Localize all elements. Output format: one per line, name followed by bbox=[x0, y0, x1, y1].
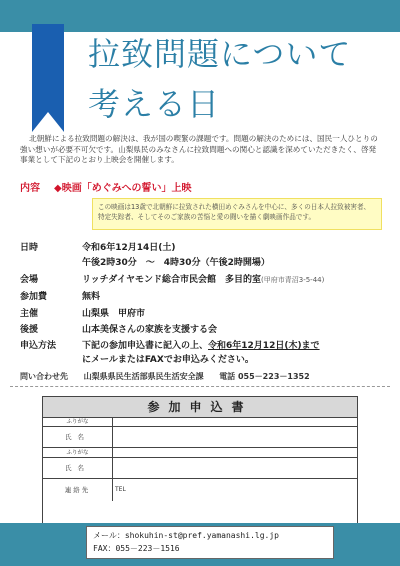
contact-field-row bbox=[43, 479, 357, 501]
contact-label: 問い合わせ先 bbox=[20, 372, 68, 381]
submit-fax: FAX：055－223－1516 bbox=[93, 544, 180, 553]
contents-row bbox=[20, 182, 382, 195]
title-line-2: 考える日 bbox=[88, 85, 221, 123]
support-row bbox=[20, 324, 217, 336]
name-row-1 bbox=[43, 427, 357, 448]
furigana-label-1: ふりがな bbox=[43, 417, 113, 426]
name-label-1: 氏名 bbox=[43, 427, 113, 447]
venue-address: (甲府市青沼3-5-44) bbox=[261, 276, 325, 284]
apply-deadline: 令和6年12月12日(木)まで bbox=[208, 341, 320, 351]
contact-tel-label: 電話 bbox=[219, 372, 236, 381]
date-value: 令和6年12月14日(土) bbox=[82, 243, 176, 253]
furigana-row-2 bbox=[43, 448, 357, 458]
support-label: 後援 bbox=[20, 325, 39, 335]
name-label-2: 氏名 bbox=[43, 458, 113, 478]
support-value: 山本美保さんの家族を支援する会 bbox=[82, 325, 218, 335]
apply-row-2 bbox=[82, 354, 254, 366]
title-line-1: 拉致問題について bbox=[88, 35, 352, 73]
date-row bbox=[20, 242, 176, 254]
contents-label: 内容 bbox=[20, 183, 40, 194]
venue-label: 会場 bbox=[20, 275, 39, 285]
fee-label: 参加費 bbox=[20, 292, 48, 302]
submit-email[interactable]: メール：shokuhin-st@pref.yamanashi.lg.jp bbox=[93, 531, 279, 540]
furigana-row-1 bbox=[43, 417, 357, 427]
contact-org: 山梨県県民生活部県民生活安全課 bbox=[83, 372, 204, 381]
apply-label: 申込方法 bbox=[20, 341, 57, 351]
organizer-value: 山梨県 甲府市 bbox=[82, 309, 146, 319]
fee-row bbox=[20, 291, 100, 303]
submission-box bbox=[86, 526, 334, 559]
contact-row bbox=[20, 371, 382, 382]
tel-prefix[interactable]: TEL bbox=[115, 486, 126, 493]
cut-line bbox=[10, 386, 390, 387]
time-row bbox=[82, 257, 270, 269]
ribbon-bookmark-icon bbox=[32, 24, 64, 132]
date-label: 日時 bbox=[20, 243, 39, 253]
apply-value-b: にメールまたはFAXでお申込みください。 bbox=[82, 355, 254, 365]
time-value: 午後2時30分 ～ 4時30分（午後2時開場） bbox=[82, 258, 270, 268]
form-title: 参加申込書 bbox=[43, 397, 357, 418]
contents-value: ◆映画「めぐみへの誓い」上映 bbox=[54, 183, 192, 194]
name-row-2 bbox=[43, 458, 357, 479]
organizer-label: 主催 bbox=[20, 309, 39, 319]
film-description-box: この映画は13歳で北朝鮮に拉致された横田めぐみさんを中心に、多くの日本人拉致被害者、特定失踪者、そしてそのご家族の苦悩と愛の闘いを描く劇映画作品です。 bbox=[92, 198, 382, 230]
apply-value-a: 下記の参加申込書に記入の上、 bbox=[82, 341, 209, 351]
venue-row bbox=[20, 274, 324, 286]
furigana-label-2: ふりがな bbox=[43, 448, 113, 457]
contact-field-label: 連絡先 bbox=[43, 479, 113, 501]
fee-value: 無料 bbox=[82, 292, 101, 302]
apply-row bbox=[20, 340, 320, 352]
organizer-row bbox=[20, 308, 145, 320]
contact-tel: 055－223－1352 bbox=[237, 372, 310, 381]
application-form bbox=[42, 396, 358, 524]
intro-paragraph: 北朝鮮による拉致問題の解決は、我が国の喫緊の課題です。問題の解決のためには、国民一人ひとりの強い想いが必要不可欠です。山梨県民のみなさんに拉致問題への関心と認識を深めていただきたく、啓発事業として下記のとおり上映会を開催します。 bbox=[20, 134, 378, 165]
venue-value: リッチダイヤモンド総合市民会館 多目的室 bbox=[82, 275, 262, 285]
